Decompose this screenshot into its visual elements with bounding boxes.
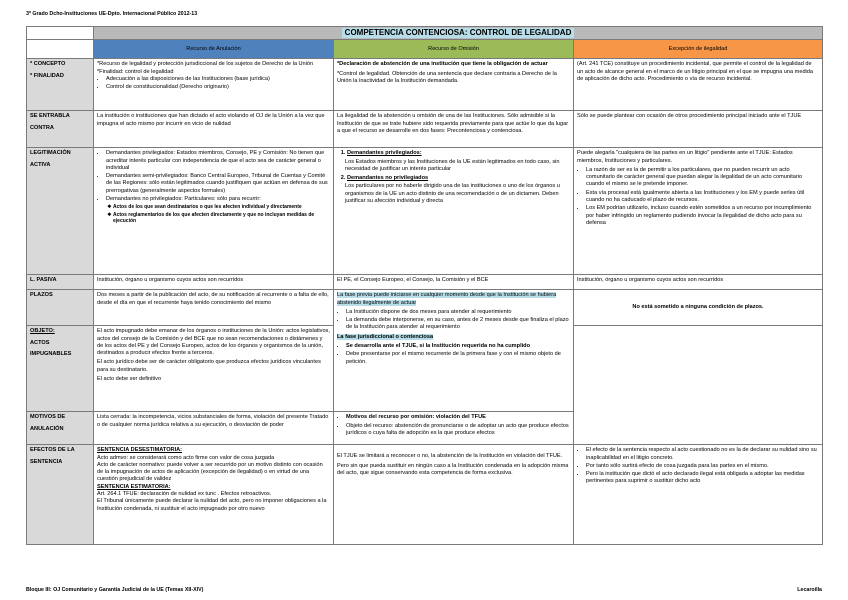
cell-motivos-omision: • Motivos del recurso por omisión: violación del TFUE • Objeto del recurso: abstención de pronunciarse o de adoptar un acto que produce efectos jurídicos o cuya falta de adopción es la que produce efectos bbox=[334, 412, 574, 445]
cell-pasiva-excepcion: Institución, órgano u organismo cuyos actos son recurridos bbox=[574, 275, 823, 290]
cell-legitimacion-anulacion: • Demandantes privilegiados: Estados miembros, Consejo, PE y Comisión: No tienen que acreditar interés particular con independencia de que el acto sea de carácter general o individual • Demandantes semi-privilegiados: Banco Central Europeo, Tribunal de Cuentas y Comité de las Regiones: sólo están legitimados cuando justifiquen que actúan en defensa de sus prerrogativas (generalmente aspectos formales) • Demandantes no privilegiados: Particulares: sólo para recurrir: ❖ Actos de los que sean destinatarios o que les afecten individual y directamente ❖ Actos reglamentarios de los que afecten directamente y que no incluyan medidas de ejecución bbox=[94, 148, 334, 275]
cell-motivos-anulacion: Lista cerrada: la incompetencia, vicios substanciales de forma, violación del presente Tratado o de cualquier norma jurídica relativa a su ejecución, o desviación de poder bbox=[94, 412, 334, 445]
col-header-anulacion: Recurso de Anulación bbox=[94, 40, 334, 59]
row-label-plazos: PLAZOS bbox=[27, 290, 94, 326]
page-footer-left: Bloque III: OJ Comunitario y Garantía Judicial de la UE (Temas XII-XIV) bbox=[26, 587, 204, 593]
row-label-pasiva: L. PASIVA bbox=[27, 275, 94, 290]
col-header-excepcion: Excepción de ilegalidad bbox=[574, 40, 823, 59]
cell-legitimacion-omision: 1. Demandantes privilegiados: Los Estados miembros y las Instituciones de la UE están legitimados en todo caso, sin necesidad de justificar un interés particular 2. Demandantes no privilegiados Los particulares por no haberle dirigido una de las instituciones o uno de los órganos u organismos de la UE un acto distinto de una recomendación o de un dictamen. Deben justificar su afección individual y directa bbox=[334, 148, 574, 275]
title-cell bbox=[94, 27, 823, 40]
cell-pasiva-omision: El PE, el Consejo Europeo, el Consejo, la Comisión y el BCE bbox=[334, 275, 574, 290]
cell-objeto-excepcion bbox=[574, 326, 823, 445]
row-label-motivos: MOTIVOS DE ANULACIÓN bbox=[27, 412, 94, 445]
corner-cell bbox=[27, 27, 94, 40]
cell-concepto-excepcion: (Art. 241 TCE) constituye un procedimiento incidental, que permite el control de la legalidad de un acto de alcance general en el marco de un litigio principal en el que se impugna una medida de aplicación de dicho acto. Procedimiento o vía de recurso incidental. bbox=[574, 59, 823, 111]
cell-contra-anulacion: La institución o instituciones que han dictado el acto violando el OJ de la Unión a la vez que impugna el acto mismo por incurrir en vicio de nulidad bbox=[94, 111, 334, 148]
cell-efectos-anulacion: SENTENCIA DESESTIMATORIA: Acto admvo: se considerará como acto firme con valor de cosa juzgada Acto de carácter normativo: puede volver a ser recurrido por un motivo distinto con ocasión de la impugnación de actos de aplicación (excepción de ilegalidad) o en virtud de una cuestión prejudicial de validez SENTENCIA ESTIMATORIA: Art. 264.1 TFUE: declaración de nulidad ex tunc . Efectos retroactivos. El Tribunal únicamente puede declarar la nulidad del acto, pero no imponer obligaciones a la Institución condenada, ni sustituir el acto impugnado por otro nuevo bbox=[94, 445, 334, 545]
page-header: 3º Grado Dcho-Instituciones UE-Dpto. Internacional Público 2012-13 bbox=[26, 11, 198, 17]
cell-legitimacion-excepcion: Puede alegarla "cualquiera de las partes en un litigio" pendiente ante el TJUE: Estados miembros, Instituciones y particulares. • La razón de ser es la de permitir a los particulares, que no pueden recurrir un acto comunitario de carácter general que puedan alegar la ilegalidad de un acto comunitario cuando el mismo se le pretende imponer. • Esta vía procesal está igualmente abierta a las Instituciones y los EM y puede serles útil cuando no ha caducado el plazo de recursos. • Los EM podrían utilizarlo, incluso cuando estén sometidos a un recurso por incumplimiento por haber infringido un reglamento pudiendo invocar la ilegalidad de dicho acto para su defensa bbox=[574, 148, 823, 275]
row-label-efectos: EFECTOS DE LA SENTENCIA bbox=[27, 445, 94, 545]
row-label-concepto: * CONCEPTO * FINALIDAD bbox=[27, 59, 94, 111]
legality-control-table bbox=[26, 26, 823, 545]
cell-plazos-anulacion: Dos meses a partir de la publicación del acto, de su notificación al recurrente o a falta de ello, desde el día en que el recurrente haya tenido conocimiento del mismo bbox=[94, 290, 334, 326]
table-title: COMPETENCIA CONTENCIOSA: CONTROL DE LEGALIDAD bbox=[342, 28, 575, 38]
col-header-omision: Recurso de Omisión bbox=[334, 40, 574, 59]
cell-efectos-omision: El TJUE se limitará a reconocer o no, la abstención de la Institución en violación del TFUE. Pero sin que pueda sustituir en ningún caso a la Institución condenada en la adopción misma del acto, que sigue conservando esta competencia de forma exclusiva. bbox=[334, 445, 574, 545]
cell-plazos-excepcion: No está sometido a ninguna condición de plazos. bbox=[574, 290, 823, 326]
cell-efectos-excepcion: • El efecto de la sentencia respecto al acto cuestionado no es la de declarar su nulidad sino su inaplicabilidad en el litigio concreto. • Por tanto sólo surtirá efecto de cosa juzgada para las partes en el mismo. • Pero la institución que dictó el acto declarado ilegal está obligada a adoptar las medidas pertinentes para suprimir o sustituir dicho acto bbox=[574, 445, 823, 545]
row-label-contra: SE ENTRABLA CONTRA bbox=[27, 111, 94, 148]
row-label-legitimacion: LEGITIMACIÓN ACTIVA bbox=[27, 148, 94, 275]
cell-objeto-anulacion: El acto impugnado debe emanar de los órganos o instituciones de la Unión: actos legislativos, actos del consejo de la Comisión y del BCE que no sean recomendaciones o distámenes y de los actos del PE y del Consejo Europeo, actos de los órganos y organismos de la unión, destinados a producir efectos frente a terceros. El acto jurídico debe ser de carácter obligatorio que produzca efectos jurídicos vinculantes para su destinatario. El acto debe ser definitivo bbox=[94, 326, 334, 412]
cell-contra-omision: La ilegalidad de la abstención u omisión de una de las Instituciones. Sólo admisible si la Institución de que se trate hubiere sido requerida previamente para que actúe lo que da lugar a que el recurso se desarrolle en dos fases: Precontenciosa y contenciosa. bbox=[334, 111, 574, 148]
cell-pasiva-anulacion: Institución, órgano u organismo cuyos actos son recurridos bbox=[94, 275, 334, 290]
cell-plazos-objeto-omision: La fase previa puede iniciarse en cualquier momento desde que la Institución se hubiera abstenido ilegalmente de actuar • La Institución dispone de dos meses para atender al requerimiento • La demanda debe interponerse, en su caso, antes de 2 meses desde que finaliza el plazo de la Institución para atender al requerimiento La fase jurisdiccional o contenciosa • Se desarrolla ante el TJUE, si la Institución requerida no ha cumplido • Debe presentarse por el mismo recurrente de la primera fase y con el mismo objeto de petición. bbox=[334, 290, 574, 412]
cell-contra-excepcion: Sólo se puede plantear con ocasión de otros procedimiento principal iniciado ante el TJUE bbox=[574, 111, 823, 148]
row-label-objeto: OBJETO: ACTOS IMPUGNABLES bbox=[27, 326, 94, 412]
cell-concepto-anulacion: *Recurso de legalidad y protección jurisdiccional de los sujetos de Derecho de la Unión *Finalidad: control de legalidad • Adecuación a las disposiciones de las Instituciones (base jurídica) • Control de constitucionalidad (Derecho originario) bbox=[94, 59, 334, 111]
corner-cell-2 bbox=[27, 40, 94, 59]
page-footer-right: Lecaroilla bbox=[797, 587, 822, 593]
cell-concepto-omision: *Declaración de abstención de una institución que tiene la obligación de actuar *Control de legalidad. Obtención de una sentencia que declare contraria a Derecho de la Unión la inactividad de la Institución demandada. bbox=[334, 59, 574, 111]
